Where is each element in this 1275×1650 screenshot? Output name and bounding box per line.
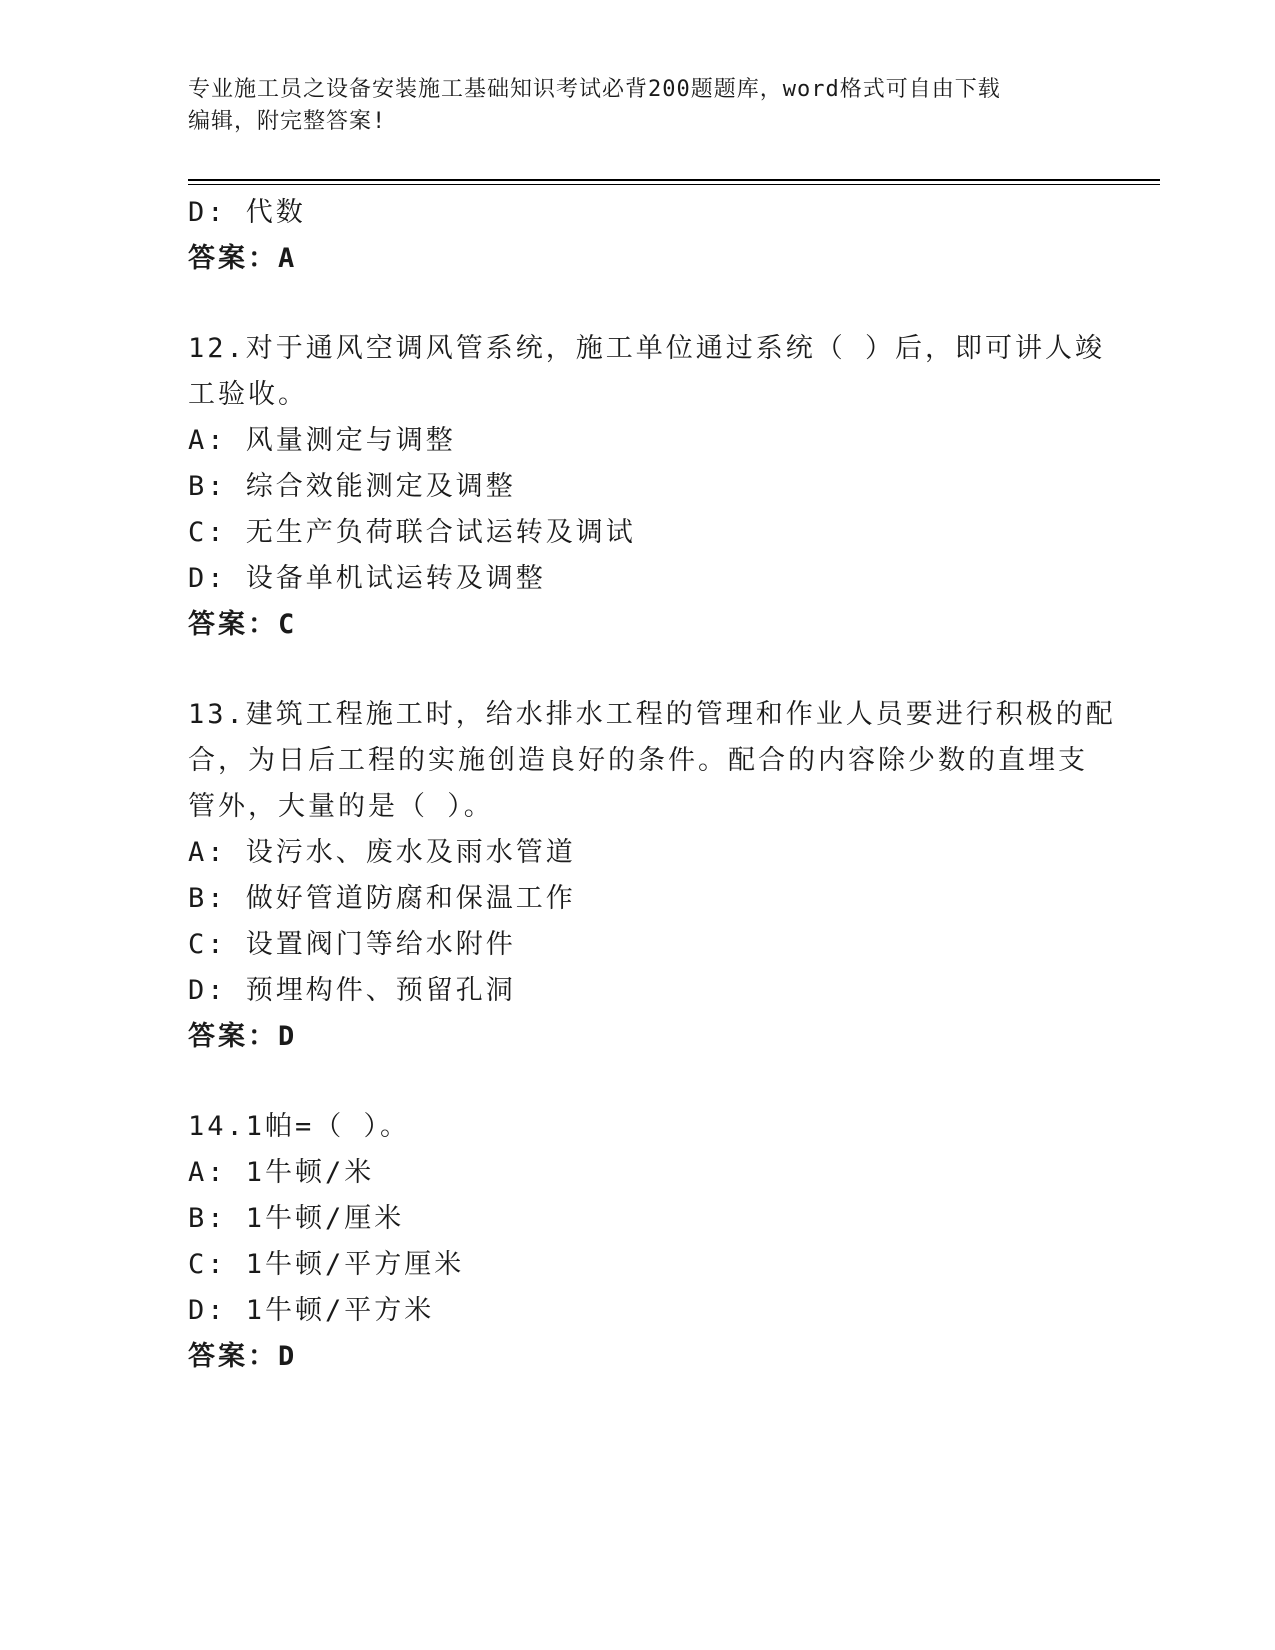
spacer [188,282,1088,326]
question-14-option-b: B: 1牛顿/厘米 [188,1203,405,1234]
spacer [188,648,1088,692]
question-14 [188,1104,1088,1380]
question-12-option-a: A: 风量测定与调整 [188,425,456,456]
spacer [188,1060,1088,1104]
question-13-option-d: D: 预埋构件、预留孔洞 [188,975,516,1006]
question-13-option-b: B: 做好管道防腐和保温工作 [188,883,576,914]
question-13-stem-line-1: 13.建筑工程施工时，给水排水工程的管理和作业人员要进行积极的配 [188,699,1116,730]
question-14-option-c: C: 1牛顿/平方厘米 [188,1249,465,1280]
question-12-option-b: B: 综合效能测定及调整 [188,471,516,502]
header-divider [188,179,1160,181]
header-title-line-1: 专业施工员之设备安装施工基础知识考试必背200题题库，word格式可自由下载 [188,77,1001,102]
question-11-tail [188,190,1088,282]
question-14-stem-line-1: 14.1帕=（ ）。 [188,1111,411,1142]
question-13-stem-line-3: 管外，大量的是（ ）。 [188,791,494,822]
question-12-stem-line-2: 工验收。 [188,379,308,410]
question-12-option-d: D: 设备单机试运转及调整 [188,563,546,594]
question-13-option-c: C: 设置阀门等给水附件 [188,929,516,960]
question-12-stem-line-1: 12.对于通风空调风管系统，施工单位通过系统（ ）后，即可讲人竣 [188,333,1106,364]
header-divider-thin [188,184,1160,185]
question-12-option-c: C: 无生产负荷联合试运转及调试 [188,517,636,548]
question-11-answer: 答案：A [188,243,298,274]
question-14-answer: 答案：D [188,1341,298,1372]
question-14-option-d: D: 1牛顿/平方米 [188,1295,435,1326]
question-13-answer: 答案：D [188,1021,298,1052]
question-12-answer: 答案：C [188,609,298,640]
question-11-option-d: D: 代数 [188,197,306,228]
question-13 [188,692,1116,1060]
header-title-line-2: 编辑，附完整答案! [188,109,387,134]
question-13-option-a: A: 设污水、废水及雨水管道 [188,837,576,868]
question-12 [188,326,1106,648]
question-14-option-a: A: 1牛顿/米 [188,1157,375,1188]
document-header [188,74,1088,138]
document-body [188,190,1116,1380]
question-13-stem-line-2: 合，为日后工程的实施创造良好的条件。配合的内容除少数的直埋支 [188,745,1088,776]
